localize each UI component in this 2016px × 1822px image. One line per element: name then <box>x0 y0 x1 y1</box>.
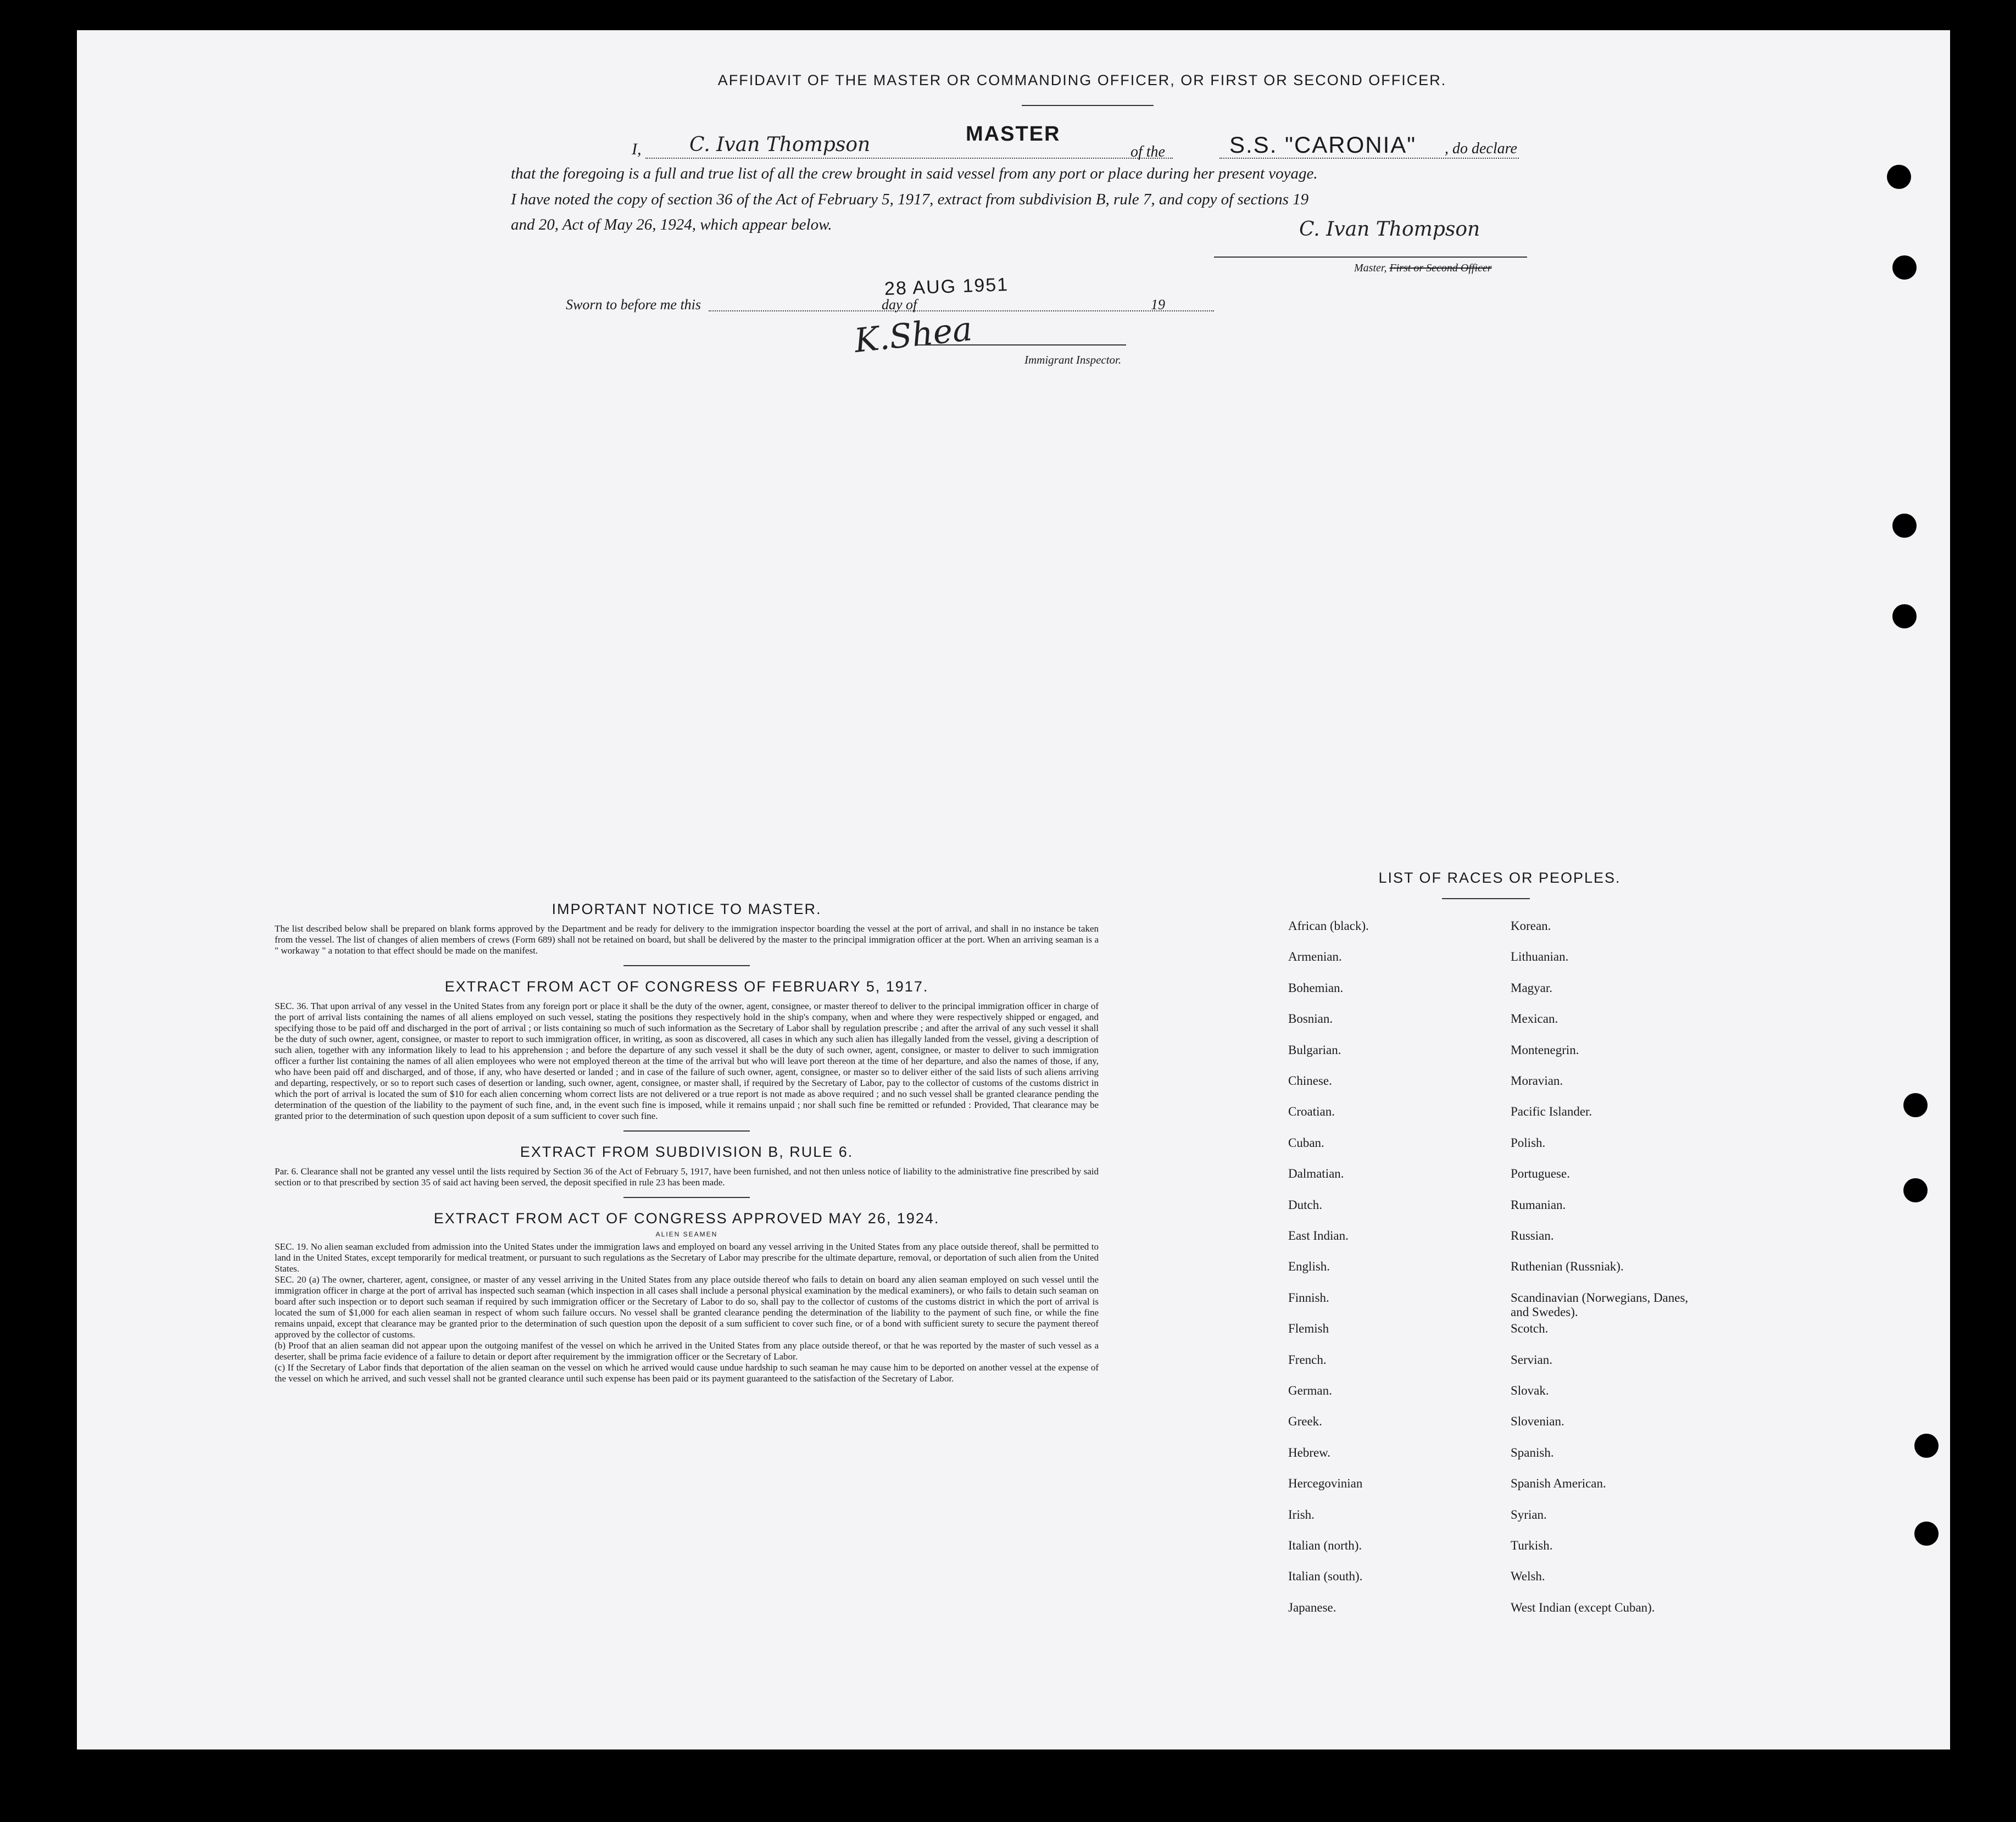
day-of-text: day of <box>882 297 917 313</box>
sec20b-body: (b) Proof that an alien seaman did not appear upon the outgoing manifest of the vessel on which he arrived in the United States from any place outside thereof, or that he was reported by the master of such vessel as a deserter, shall be prima facie evidence of a failure to detain or deport after requirement by the immigration officer or the Secretary of Labor. <box>275 1340 1099 1362</box>
race-item: German. <box>1288 1384 1332 1397</box>
name-line <box>645 158 1173 159</box>
binder-hole <box>1892 604 1917 628</box>
race-item: Lithuanian. <box>1511 950 1569 964</box>
binder-hole <box>1914 1434 1939 1458</box>
signature-caption <box>1354 262 1492 275</box>
race-item: Rumanian. <box>1511 1197 1566 1212</box>
rank-master: MASTER <box>966 122 1061 146</box>
date-stamp: 28 AUG 1951 <box>884 274 1009 299</box>
race-item: Korean. <box>1511 919 1551 933</box>
binder-hole <box>1903 1178 1928 1202</box>
inspector-line <box>917 344 1126 346</box>
extract-1917-body: SEC. 36. That upon arrival of any vessel in the United States from any foreign port or place it shall be the duty of the owner, agent, consignee, or master thereof to deliver to the principal immigration officer in charge of the port of arrival lists containing the names of all aliens employed on such vessel, stating the positions they respectively hold in the ship's company, when and where they were respectively shipped or engaged, and specifying those to be paid off and discharged in the port of arrival ; or lists containing so much of such information as the Secretary of Labor shall by regulation prescribe ; and after the arrival of any such vessel it shall be the duty of such owner, agent, consignee, or master to report to such immigration officer, in writing, as soon as discovered, all cases in which any such alien has illegally landed from the vessel, giving a description of such alien, together with any information likely to lead to his apprehension ; and before the departure of any such vessel it shall be the duty of such owner, agent, consignee, or master to deliver to such immigration officer a further list containing the names of all alien employees who were not employed thereon at the time of the arrival but who will leave port thereon at the time of her departure, and also the names of those, if any, who have been paid off and discharged, and of those, if any, who have deserted or landed ; and in case of the failure of such owner, agent, consignee, or master so to deliver either of the said lists of such aliens arriving and departing, respectively, or so to report such cases of desertion or landing, such owner, agent, consignee, or master shall, if required by the Secretary of Labor, pay to the collector of customs of the customs district in which the port of arrival is located the sum of $10 for each alien concerning whom correct lists are not delivered or a true report is not made as above required ; and no such vessel shall be granted clearance pending the determination of the question of the liability to the payment of such fine, and, in the event such fine is imposed, while it remains unpaid ; nor shall such fine be remitted or refunded : Provided, That clearance may be granted prior to the determination of such question upon deposit of a sum sufficient to cover such fine. <box>275 1001 1099 1121</box>
extract-1917-title: EXTRACT FROM ACT OF CONGRESS OF FEBRUARY 5, 1917. <box>444 978 929 995</box>
race-item: Bulgarian. <box>1288 1043 1341 1057</box>
race-item: Servian. <box>1511 1352 1553 1367</box>
divider-2 <box>623 1130 750 1132</box>
race-item: Greek. <box>1288 1414 1322 1429</box>
race-item: Dalmatian. <box>1288 1167 1344 1181</box>
race-item: Scotch. <box>1511 1322 1549 1336</box>
legal-column <box>275 901 1099 1384</box>
race-item: Irish. <box>1288 1507 1315 1522</box>
race-item: English. <box>1288 1260 1330 1274</box>
vessel-name: S.S. "CARONIA" <box>1229 132 1417 158</box>
race-item: East Indian. <box>1288 1229 1349 1242</box>
race-item: Cuban. <box>1288 1135 1324 1150</box>
inspector-signature: K.Shea <box>852 309 974 361</box>
document-page <box>77 30 1950 1749</box>
race-item: Portuguese. <box>1511 1167 1570 1181</box>
affidavit-title: AFFIDAVIT OF THE MASTER OR COMMANDING OFFICER, OR FIRST OR SECOND OFFICER. <box>717 72 1447 88</box>
vessel-line <box>1219 158 1519 159</box>
race-item: Slovak. <box>1511 1384 1549 1397</box>
race-item: Armenian. <box>1288 950 1342 964</box>
race-item: Ruthenian (Russniak). <box>1511 1260 1624 1274</box>
do-declare-text: , do declare <box>1445 140 1517 157</box>
subdivision-title: EXTRACT FROM SUBDIVISION B, RULE 6. <box>520 1144 854 1160</box>
sworn-text: Sworn to before me this <box>566 297 701 313</box>
race-item: Japanese. <box>1288 1600 1336 1614</box>
master-signature: C. Ivan Thompson <box>689 133 871 156</box>
race-item: Italian (north). <box>1288 1539 1362 1552</box>
race-item: Polish. <box>1511 1135 1546 1150</box>
race-item: Montenegrin. <box>1511 1043 1579 1057</box>
binder-hole <box>1892 255 1917 280</box>
race-item: Hebrew. <box>1288 1445 1331 1459</box>
race-item: Scandinavian (Norwegians, Danes, and Swedes). <box>1511 1290 1689 1319</box>
race-item: Turkish. <box>1511 1539 1553 1552</box>
race-item: West Indian (except Cuban). <box>1511 1600 1655 1614</box>
race-item: French. <box>1288 1352 1327 1367</box>
sec20c-body: (c) If the Secretary of Labor finds that deportation of the alien seaman on the vessel on which he arrived would cause undue hardship to such seaman he may cause him to be deported on another vessel at the expense of the vessel on which he arrived, and such vessel shall not be granted clearance until such expense has been paid or its payment guaranteed to the satisfaction of the Secretary of Labor. <box>275 1362 1099 1384</box>
race-item: Syrian. <box>1511 1507 1547 1522</box>
race-item: Magyar. <box>1511 980 1553 995</box>
extract-1924-title: EXTRACT FROM ACT OF CONGRESS APPROVED MAY 26, 1924. <box>433 1210 940 1227</box>
signature-line <box>1214 257 1527 258</box>
race-item: African (black). <box>1288 919 1369 933</box>
alien-seamen-subtitle: ALIEN SEAMEN <box>655 1230 718 1238</box>
notice-body: The list described below shall be prepared on blank forms approved by the Department and be ready for delivery to the immigration inspector boarding the vessel at the port of arrival, and shall in no instance be taken from the vessel. The list of changes of alien members of crews (Form 689) shall not be retained on board, but shall be delivered by the master to the principal immigration officer at the port. When an arriving seaman is a " workaway " a notation to that effect should be made on the manifest. <box>275 923 1099 956</box>
subdivision-body: Par. 6. Clearance shall not be granted any vessel until the lists required by Section 36 of the Act of February 5, 1917, have been furnished, and not then unless notice of liability to the administrative fine prescribed by said section or to that prescribed by section 35 of said act having been served, the deposit specified in rule 23 has been made. <box>275 1166 1099 1188</box>
year-text: 19 <box>1151 297 1165 313</box>
race-item: Pacific Islander. <box>1511 1105 1592 1119</box>
inspector-caption: Immigrant Inspector. <box>1024 353 1122 366</box>
race-item: Finnish. <box>1288 1290 1329 1305</box>
caption-struck: First or Second Officer <box>1389 262 1492 274</box>
notice-title: IMPORTANT NOTICE TO MASTER. <box>552 901 822 917</box>
race-item: Welsh. <box>1511 1569 1545 1584</box>
pronoun-i: I, <box>632 140 642 158</box>
binder-hole <box>1892 514 1917 538</box>
race-item: Slovenian. <box>1511 1414 1564 1429</box>
race-item: Spanish American. <box>1511 1476 1606 1491</box>
race-item: Italian (south). <box>1288 1569 1363 1584</box>
races-title: LIST OF RACES OR PEOPLES. <box>1378 870 1621 886</box>
sec20a-body: SEC. 20 (a) The owner, charterer, agent, consignee, or master of any vessel arriving in the United States from any place outside thereof who fails to detain on board any alien seaman employed on such vessel until the immigration officer in charge at the port of arrival has inspected such seaman (which inspection in all cases shall include a personal physical examination by the medical examiners), or who fails to detain such seaman on board after such inspection or to deport such seaman if required by such immigration officer or the Secretary of Labor to do so, shall pay to the collector of customs of the customs district in which the port of arrival is located the sum of $1,000 for each alien seaman in respect of whom such failure occurs. No vessel shall be granted clearance pending the determination of the liability to the payment of such fine, or while the fine remains unpaid, except that clearance may be granted prior to the determination of such question upon the deposit of a sum sufficient to cover such fine, or of a bond with sufficient surety to secure the payment thereof approved by the collector of customs. <box>275 1274 1099 1340</box>
affidavit-line-2: I have noted the copy of section 36 of the Act of February 5, 1917, extract from subdivision B, rule 7, and copy of sections 19 <box>511 191 1309 208</box>
race-item: Russian. <box>1511 1229 1554 1242</box>
divider-3 <box>623 1197 750 1198</box>
race-item: Croatian. <box>1288 1105 1335 1119</box>
race-item: Mexican. <box>1511 1012 1558 1026</box>
binder-hole <box>1903 1093 1928 1117</box>
caption-master: Master, <box>1354 262 1387 274</box>
binder-hole <box>1887 165 1911 189</box>
second-signature: C. Ivan Thompson <box>1299 218 1480 241</box>
of-the-text: of the <box>1130 143 1165 160</box>
affidavit-line-1: that the foregoing is a full and true list of all the crew brought in said vessel from any port or place during her present voyage. <box>511 165 1318 182</box>
race-item: Spanish. <box>1511 1445 1554 1459</box>
race-item: Flemish <box>1288 1322 1329 1336</box>
title-underline <box>1022 105 1154 106</box>
affidavit-line-3: and 20, Act of May 26, 1924, which appear below. <box>511 216 832 233</box>
divider-1 <box>623 965 750 966</box>
race-item: Bohemian. <box>1288 980 1344 995</box>
sec19-body: SEC. 19. No alien seaman excluded from admission into the United States under the immigration laws and employed on board any vessel arriving in the United States from any place outside thereof, shall be permitted to land in the United States, except temporarily for medical treatment, or pursuant to such regulations as the Secretary of Labor may prescribe for the ultimate departure, removal, or deportation of such alien from the United States. <box>275 1241 1099 1274</box>
races-divider <box>1442 898 1530 899</box>
race-item: Dutch. <box>1288 1197 1322 1212</box>
race-item: Chinese. <box>1288 1074 1332 1088</box>
race-item: Hercegovinian <box>1288 1476 1363 1491</box>
binder-hole <box>1914 1522 1939 1546</box>
race-item: Bosnian. <box>1288 1012 1333 1026</box>
race-item: Moravian. <box>1511 1074 1563 1088</box>
